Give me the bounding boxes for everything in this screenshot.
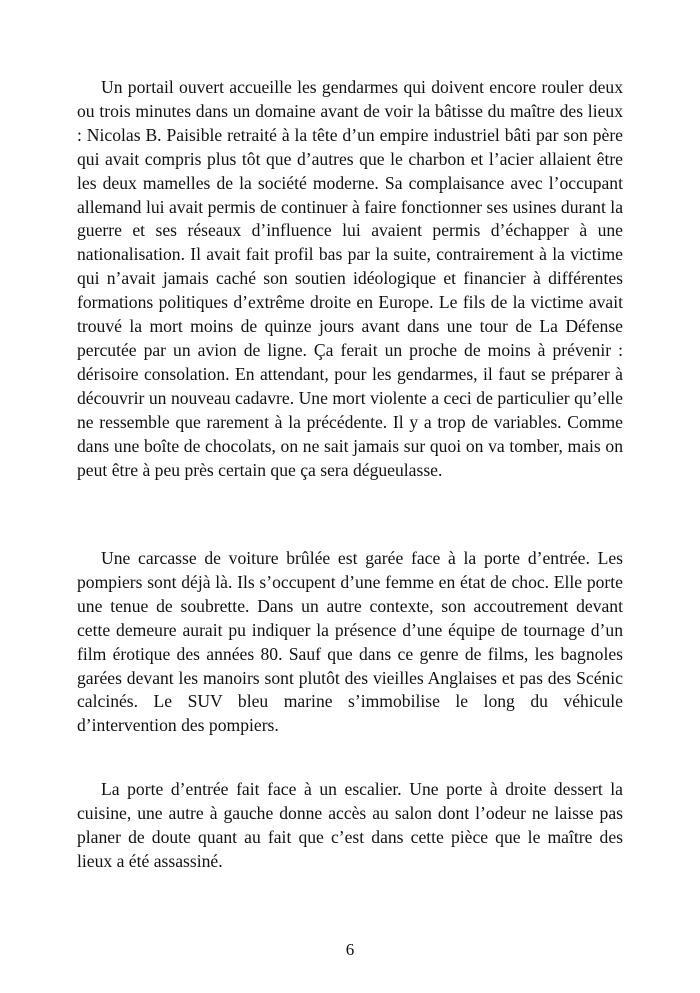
page-number: 6 [345, 940, 355, 959]
text-block [77, 76, 623, 482]
text-block [77, 778, 623, 874]
text-block [77, 547, 623, 738]
paragraph-2: Une carcasse de voiture brûlée est garée face à la porte d’entrée. Les pompiers sont déjà là. Ils s’occupent d’une femme en état de choc. Elle porte une tenue de soubrette. Dans un autre contexte, son accoutrement devant cette demeure aurait pu indiquer la présence d’une équipe de tournage d’un film érotique des années 80. Sauf que dans ce genre de films, les bagnoles garées devant les manoirs sont plutôt des vieilles Anglaises et pas des Scénic calcinés. Le SUV bleu marine s’immobilise le long du véhicule d’intervention des pompiers. [77, 548, 623, 736]
paragraph-3: La porte d’entrée fait face à un escalier. Une porte à droite dessert la cuisine, une autre à gauche donne accès au salon dont l’odeur ne laisse pas planer de doute quant au fait que c’est dans cette pièce que le maître des lieux a été assassiné. [77, 779, 623, 871]
paragraph-1: Un portail ouvert accueille les gendarmes qui doivent encore rouler deux ou trois minutes dans un domaine avant de voir la bâtisse du maître des lieux : Nicolas B. Paisible retraité à la tête d’un empire industriel bâti par son père qui avait compris plus tôt que d’autres que le charbon et l’acier allaient être les deux mamelles de la société moderne. Sa complaisance avec l’occupant allemand lui avait permis de continuer à faire fonctionner ses usines durant la guerre et ses réseaux d’influence lui avaient permis d’échapper à une nationalisation. Il avait fait profil bas par la suite, contrairement à la victime qui n’avait jamais caché son soutien idéologique et financier à différentes formations politiques d’extrême droite en Europe. Le fils de la victime avait trouvé la mort moins de quinze jours avant dans une tour de La Défense percutée par un avion de ligne. Ça ferait un proche de moins à prévenir : dérisoire consolation. En attendant, pour les gendarmes, il faut se préparer à découvrir un nouveau cadavre. Une mort violente a ceci de particulier qu’elle ne ressemble que rarement à la précédente. Il y a trop de variables. Comme dans une boîte de chocolats, on ne sait jamais sur quoi on va tomber, mais on peut être à peu près certain que ça sera dégueulasse. [77, 77, 623, 480]
